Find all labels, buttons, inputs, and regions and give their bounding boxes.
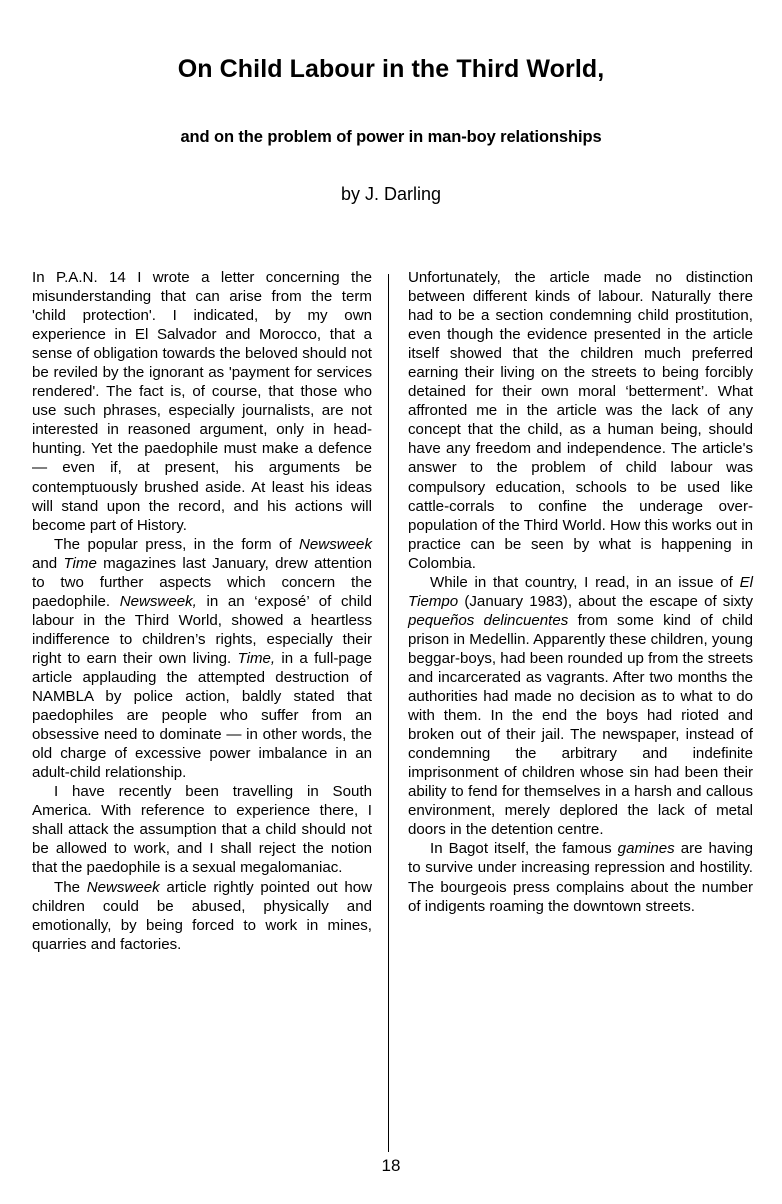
- emphasised-text: Time: [63, 554, 97, 572]
- article-masthead: [0, 56, 782, 205]
- page-title: On Child Labour in the Third World,: [177, 55, 605, 83]
- emphasised-text: El Tiempo: [408, 573, 753, 610]
- article-body: [0, 268, 782, 1158]
- emphasised-text: Newsweek: [86, 878, 160, 896]
- body-paragraph: Unfortunately, the article made no distinction between different kinds of labour. Naturally there had to be a section condemning child prostitution, even though the evidence presented in the article itself showed that the children much preferred earning their living on the streets to being forcibly detained for their own moral ‘betterment’. What affronted me in the article was the lack of any concept that the child, as a human being, should have any freedom and independence. The article's answer to the problem of child labour was compulsory education, schools to be used like cattle-corrals to confine the underage over-population of the Third World. How this works out in practice can be seen by what is happening in Colombia.: [408, 269, 753, 572]
- emphasised-text: Newsweek: [299, 535, 372, 553]
- emphasised-text: pequeños delincuentes: [408, 611, 569, 629]
- article-byline: by J. Darling: [340, 183, 442, 204]
- emphasised-text: Time,: [237, 649, 276, 667]
- emphasised-text: gamines: [617, 840, 675, 858]
- body-paragraph: I have recently been travelling in South America. With reference to experience there, I shall attack the assumption that a child should not be allowed to work, and I shall reject the notion that the paedophile is a sexual megalomaniac.: [32, 783, 372, 877]
- body-paragraph: The popular press, in the form of Newsweek and Time magazines last January, drew attention to two further aspects which concern the paedophile. Newsweek, in an ‘exposé’ of child labour in the Third World, showed a heartless indifference to children’s rights, especially their right to earn their own living. Time, in a full-page article applauding the attempted destruction of NAMBLA by police action, baldly stated that paedophiles are people who suffer from an obsessive need to dominate — in other words, the old charge of excessive power imbalance in an adult-child relationship.: [32, 535, 372, 782]
- body-column-left: [32, 268, 372, 954]
- body-paragraph: While in that country, I read, in an issue of El Tiempo (January 1983), about the escape of sixty pequeños delincuentes from some kind of child prison in Medellin. Apparently these children, young beggar-boys, had been rounded up from the streets and incarcerated as vagrants. After two months the authorities had made no decision as to what to do with them. In the end the boys had rioted and broken out of their jail. The newspaper, instead of condemning the arbitrary and indefinite imprisonment of children whose sin had been their ability to fend for themselves in a harsh and callous environment, merely deplored the lack of metal doors in the detention centre.: [408, 573, 753, 839]
- body-paragraph: The Newsweek article rightly pointed out how children could be abused, physically and emotionally, by being forced to work in mines, quarries and factories.: [32, 878, 373, 953]
- body-paragraph: In Bagot itself, the famous gamines are having to survive under increasing repression and hostility. The bourgeois press complains about the number of indigents roaming the downtown streets.: [408, 840, 753, 915]
- page-number: 18: [381, 1156, 401, 1175]
- emphasised-text: Newsweek,: [119, 592, 197, 610]
- article-subtitle: and on the problem of power in man-boy relationships: [180, 127, 602, 146]
- body-paragraph: In P.A.N. 14 I wrote a letter concerning the misunderstanding that can arise from the term 'child protection'. I indicated, by my own experience in El Salvador and Morocco, that a sense of obligation towards the beloved should not be reviled by the ignorant as 'payment for services rendered'. The fact is, of course, that those who use such phrases, especially journalists, are not interested in reasoned argument, only in head-hunting. Yet the paedophile must make a defence — even if, at present, his arguments be contemptuously brushed aside. At least his ideas will stand upon the record, and his actions will become part of History.: [32, 269, 372, 534]
- body-column-right: [408, 268, 753, 916]
